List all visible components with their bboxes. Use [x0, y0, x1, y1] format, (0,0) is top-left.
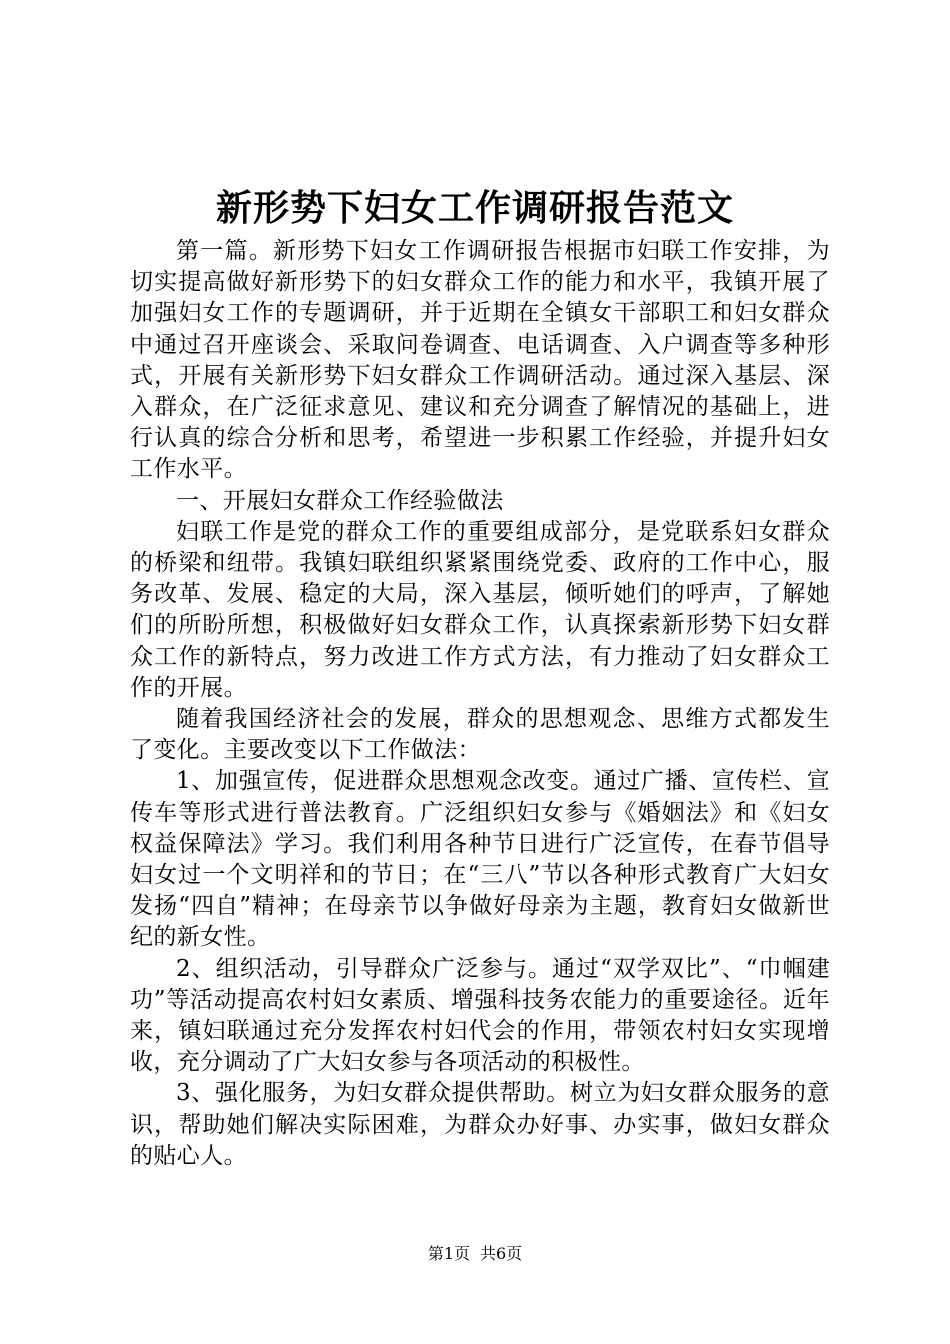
paragraph-item-3: 3、强化服务，为妇女群众提供帮助。树立为妇女群众服务的意识，帮助她们解决实际困难，为群众办好事、办实事，做妇女群众的贴心人。 — [130, 1080, 830, 1169]
paragraph-intro: 第一篇。新形势下妇女工作调研报告根据市妇联工作安排，为切实提高做好新形势下的妇女群众工作的能力和水平，我镇开展了加强妇女工作的专题调研，并于近期在全镇女干部职工和妇女群众中通过召开座谈会、采取问卷调查、电话调查、入户调查等多种形式，开展有关新形势下妇女群众工作调研活动。通过深入基层、深入群众，在广泛征求意见、建议和充分调查了解情况的基础上，进行认真的综合分析和思考，希望进一步积累工作经验，并提升妇女工作水平。 — [130, 238, 830, 483]
document-title: 新形势下妇女工作调研报告范文 — [215, 187, 734, 229]
page-footer — [0, 1242, 950, 1266]
paragraph-social-development: 随着我国经济社会的发展，群众的思想观念、思维方式都发生了变化。主要改变以下工作做法： — [130, 706, 830, 764]
page-number: 第1页 — [427, 1244, 470, 1263]
paragraph-item-2: 2、组织活动，引导群众广泛参与。通过“双学双比”、“巾帼建功”等活动提高农村妇女素质、增强科技务农能力的重要途径。近年来，镇妇联通过充分发挥农村妇代会的作用，带领农村妇女实现增收，充分调动了广大妇女参与各项活动的积极性。 — [130, 955, 830, 1076]
section-heading: 一、开展妇女群众工作经验做法 — [176, 487, 504, 514]
paragraph-womens-federation: 妇联工作是党的群众工作的重要组成部分，是党联系妇女群众的桥梁和纽带。我镇妇联组织紧紧围绕党委、政府的工作中心，服务改革、发展、稳定的大局，深入基层，倾听她们的呼声，了解她们的所盼所想，积极做好妇女群众工作，认真探索新形势下妇女群众工作的新特点，努力改进工作方式方法，有力推动了妇女群众工作的开展。 — [130, 518, 830, 701]
paragraph-item-1: 1、加强宣传，促进群众思想观念改变。通过广播、宣传栏、宣传车等形式进行普法教育。广泛组织妇女参与《婚姻法》和《妇女权益保障法》学习。我们利用各种节日进行广泛宣传，在春节倡导妇女过一个文明祥和的节日；在“三八”节以各种形式教育广大妇女发扬“四自”精神；在母亲节以争做好母亲为主题，教育妇女做新世纪的新女性。 — [130, 768, 830, 951]
page-total: 共6页 — [480, 1244, 523, 1263]
document-body — [130, 236, 830, 1172]
